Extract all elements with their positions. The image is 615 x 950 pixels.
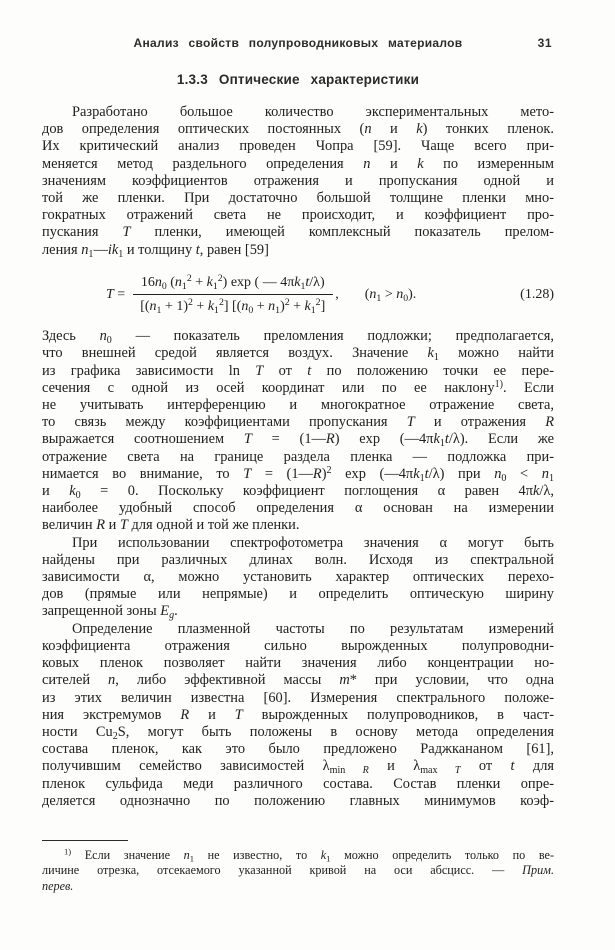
text-line: нимается во внимание, то T = (1—R)$^2$ $\exp (—4\pi k_1t/\lambda)$ при $n_0 < n_1$ bbox=[42, 464, 554, 484]
text-line: величин R и T для одной и той же пленки. bbox=[42, 517, 300, 534]
text-line: Определение плазменной частоты по результатам измерений bbox=[72, 620, 554, 637]
text-line: сечения с одной из осей координат или по ее наклону$^{1)}$. Если bbox=[42, 378, 554, 396]
text-line: и $k_0 = 0$. Поскольку коэффициент поглощения α равен 4πk/λ, bbox=[42, 483, 554, 502]
text-line: запрещенной зоны $E_g$. bbox=[42, 603, 178, 622]
text-line: состава пленок, как это было предложено Раджкананом [61], bbox=[42, 741, 554, 758]
paragraph bbox=[42, 328, 554, 534]
text-line: дов (прямые или непрямые) и определить оптическую ширину bbox=[42, 586, 554, 603]
text-line: Разработано большое количество экспериментальных мето- bbox=[72, 104, 554, 120]
text-line: из этих величин известна [60]. Измерения спектрального положе- bbox=[42, 689, 554, 706]
text-line: Их критический анализ проведен Чопра [59]. Чаще всего при- bbox=[42, 138, 554, 155]
equation-condition: $(n_1 > n_0)$. bbox=[364, 286, 417, 304]
text-line: коэффициента отражения сильно вырожденных полупроводни- bbox=[42, 637, 554, 654]
equation-comma: , bbox=[335, 286, 339, 302]
text-line: то связь между коэффициентами пропускания T и отражения R bbox=[42, 414, 554, 431]
text-line: меняется метод раздельного определения n и k по измеренным bbox=[42, 155, 554, 172]
text-line: гократных отражений света не происходит, и коэффициент про- bbox=[42, 207, 554, 224]
page-number: 31 bbox=[537, 36, 552, 50]
text-line: дов определения оптических постоянных (n и k) тонких пленок. bbox=[42, 121, 554, 138]
equation-fraction bbox=[132, 274, 333, 315]
equation-denominator: $[(n_1 + 1)^2 + k_1^2] [(n_0 + n_1)^2 + k_1^2]$ bbox=[140, 297, 326, 316]
text-line: значениям коэффициентов отражения и пропускания одной и bbox=[42, 172, 554, 189]
text-line: из графика зависимости ln T от t по положению точки ее пере- bbox=[42, 362, 554, 379]
text-line: пленок сульфида меди различного состава. Состав пленки опре- bbox=[42, 775, 554, 792]
equation-number: (1.28) bbox=[520, 286, 554, 302]
text-line: сителей n, либо эффективной массы m* при условии, что одна bbox=[42, 672, 554, 689]
text-column bbox=[42, 36, 554, 894]
text-line: не учитывать интерференцию и многократное отражение света, bbox=[42, 397, 554, 414]
footnote-divider bbox=[42, 840, 128, 841]
text-line: ковых пленок позволяет найти значения либо концентрации но- bbox=[42, 655, 554, 672]
text-line: ления $n_1—ik_1$ и толщину t, равен [59] bbox=[42, 241, 269, 260]
equation-lhs: T = bbox=[106, 286, 126, 302]
footnote-line: перев. bbox=[42, 878, 74, 893]
body-text bbox=[42, 104, 554, 894]
text-line: выражается соотношением T = (1—R) $\exp (—4\pi k_1t/\lambda)$. Если же bbox=[42, 431, 554, 450]
text-line: наиболее удобный способ определения α основан на измерении bbox=[42, 500, 554, 517]
text-line: При использовании спектрофотометра значения α могут быть bbox=[72, 534, 554, 551]
paragraph bbox=[42, 621, 554, 810]
text-line: Здесь $n_0$ — показатель преломления подложки; предполагается, bbox=[42, 328, 554, 347]
text-line: получившим семейство зависимостей $\lambda_{min R}$ и $\lambda_{max T}$ от t для bbox=[42, 758, 554, 777]
text-line: пускания T пленки, имеющей комплексный показатель прелом- bbox=[42, 224, 554, 241]
text-line: что внешней средой является воздух. Значение $k_1$ можно найти bbox=[42, 345, 554, 364]
footnote bbox=[42, 848, 554, 895]
text-line: ности $Cu_2S$, могут быть положены в основу метода определения bbox=[42, 723, 554, 742]
text-line: деляется однозначно по положению главных минимумов коэф- bbox=[42, 792, 554, 809]
text-line: ния экстремумов R и T вырожденных полупроводников, в част- bbox=[42, 706, 554, 723]
footnote-line: личине отрезка, отсекаемого указанной кривой на оси абсцисс. — Прим. bbox=[42, 863, 554, 878]
section-heading: 1.3.3 Оптические характеристики bbox=[176, 72, 420, 87]
equation-numerator: $16n_0$ $(n_1^2 + k_1^2)$ exp ( — $4\pi k_1t/\lambda$) bbox=[133, 274, 333, 295]
text-line: той же пленки. При достаточно большой толщине пленки мно- bbox=[42, 190, 554, 207]
footnote-line: $^{1)}$ Если значение $n_1$ не известно, то $k_1$ можно определить только по ве- bbox=[64, 846, 555, 864]
equation-1-28 bbox=[42, 274, 554, 315]
paragraph bbox=[42, 104, 554, 259]
running-header bbox=[42, 36, 554, 52]
text-line: найдены при различных длинах волн. Исходя из спектральной bbox=[42, 551, 554, 568]
paragraph bbox=[42, 535, 554, 621]
running-header-title: Анализ свойств полупроводниковых материалов bbox=[133, 36, 463, 50]
text-line: зависимости α, можно установить характер оптических перехо- bbox=[42, 569, 554, 586]
text-line: отражение света на границе раздела пленка — подложка при- bbox=[42, 448, 554, 465]
